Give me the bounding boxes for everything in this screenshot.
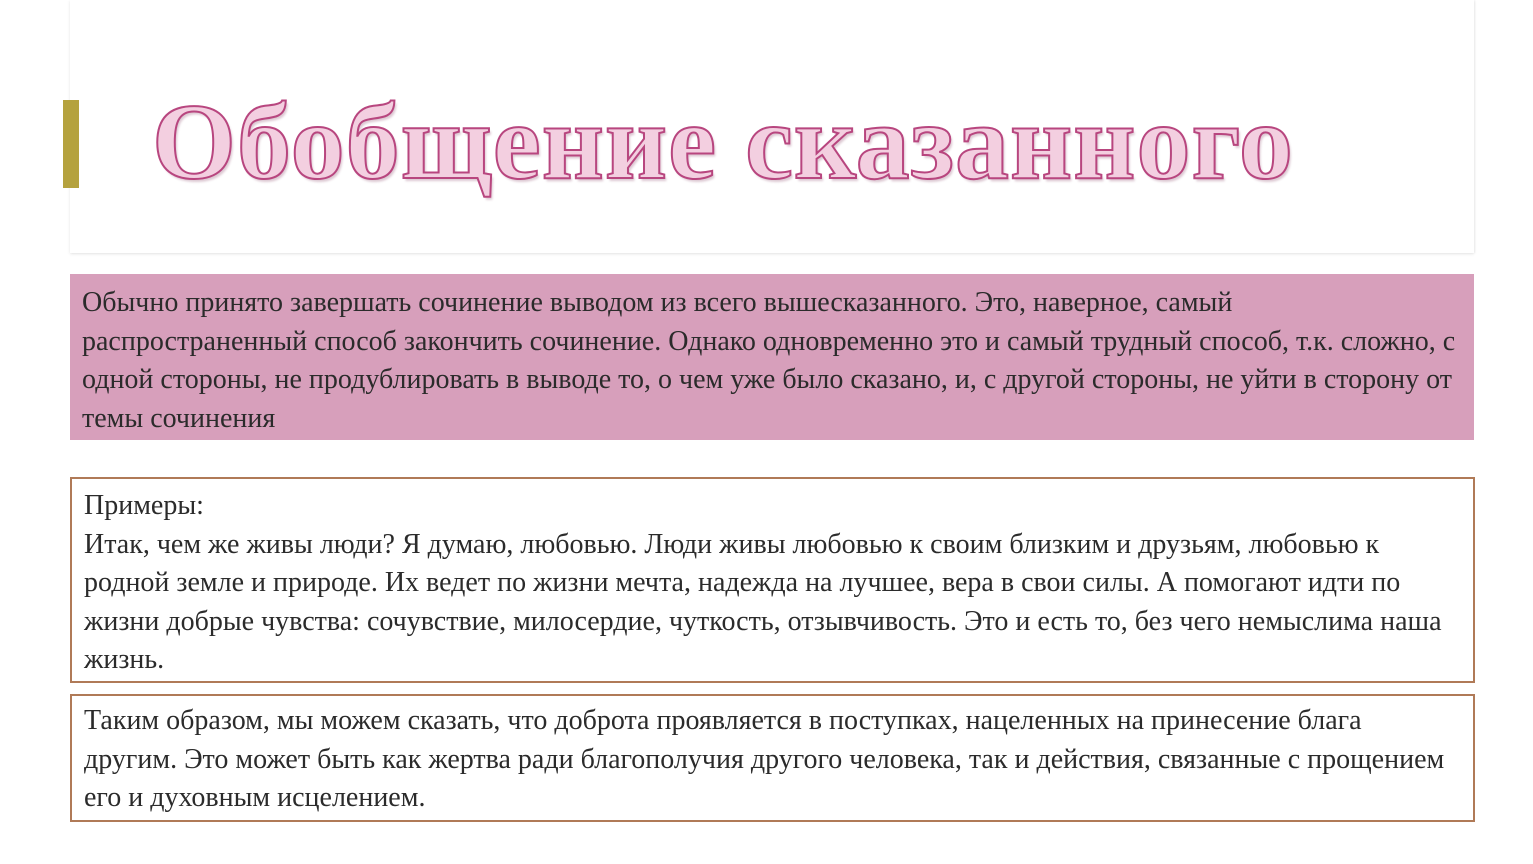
intro-box bbox=[70, 274, 1474, 440]
conclusion-text: Таким образом, мы можем сказать, что доброта проявляется в поступках, нацеленных на принесение блага другим. Это может быть как жертва ради благополучия другого человека, так и действия, связанные с прощением его и духовным исцелением. bbox=[84, 705, 1445, 813]
examples-box bbox=[70, 477, 1475, 683]
slide-title: Обобщение сказанного bbox=[152, 83, 1294, 202]
conclusion-box bbox=[70, 694, 1475, 822]
examples-heading: Примеры: bbox=[84, 490, 204, 521]
intro-text: Обычно принято завершать сочинение выводом из всего вышесказанного. Это, наверное, самый распространенный способ закончить сочинение. Однако одновременно это и самый трудный способ, т.к. сложно, с одной стороны, не продублировать в выводе то, о чем уже было сказано, и, с другой стороны, не уйти в сторону от темы сочинения bbox=[82, 287, 1456, 434]
accent-bar bbox=[63, 100, 79, 188]
examples-text: Итак, чем же живы люди? Я думаю, любовью. Люди живы любовью к своим близким и друзьям, любовью к родной земле и природе. Их ведет по жизни мечта, надежда на лучшее, вера в свои силы. А помогают идти по жизни добрые чувства: сочувствие, милосердие, чуткость, отзывчивость. Это и есть то, без чего немыслима наша жизнь. bbox=[84, 528, 1442, 675]
